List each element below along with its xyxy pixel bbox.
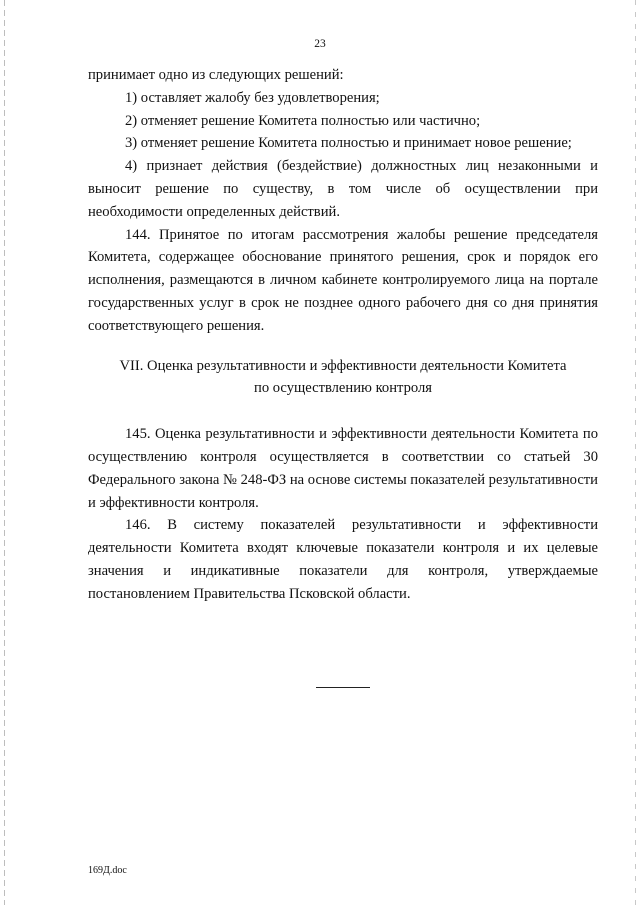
list-item-4: 4) признает действия (бездействие) должностных лиц незаконными и выносит решение по существу, в том числе об осуществлении при необходимости определенных действий. (88, 158, 598, 220)
list-item-3: 3) отменяет решение Комитета полностью и принимает новое решение; (125, 135, 572, 152)
section-heading (88, 355, 598, 401)
paragraph-continuation: принимает одно из следующих решений: (88, 67, 344, 83)
paragraph-144: 144. Принятое по итогам рассмотрения жалобы решение председателя Комитета, содержащее обоснование принятого решения, срок и порядок его исполнения, размещаются в личном кабинете контролируемого лица на портале государственных услуг в срок не позднее одного рабочего дня со дня принятия соответствующего решения. (88, 226, 598, 334)
footer-filename: 169Д.doc (88, 865, 127, 876)
page-number: 23 (314, 38, 326, 50)
scan-edge-left (4, 0, 5, 905)
section-heading-line-2: по осуществлению контроля (254, 380, 432, 397)
paragraph-146: 146. В систему показателей результативности и эффективности деятельности Комитета входят ключевые показатели контроля и их целевые значения и индикативные показатели для контроля, утверждаемые постановлением Правительства Псковской области. (88, 517, 598, 602)
list-item-1: 1) оставляет жалобу без удовлетворения; (125, 89, 380, 106)
scan-edge-right (635, 0, 636, 905)
paragraph-145: 145. Оценка результативности и эффективности деятельности Комитета по осуществлению контроля осуществляется в соответствии со статьей 30 Федерального закона № 248-ФЗ на основе системы показателей результативности и эффективности контроля. (88, 426, 598, 511)
document-body (88, 64, 598, 606)
list-item-2: 2) отменяет решение Комитета полностью или частично; (125, 112, 481, 129)
section-heading-line-1: VII. Оценка результативности и эффективности деятельности Комитета (119, 357, 567, 374)
end-separator-line (316, 687, 370, 688)
